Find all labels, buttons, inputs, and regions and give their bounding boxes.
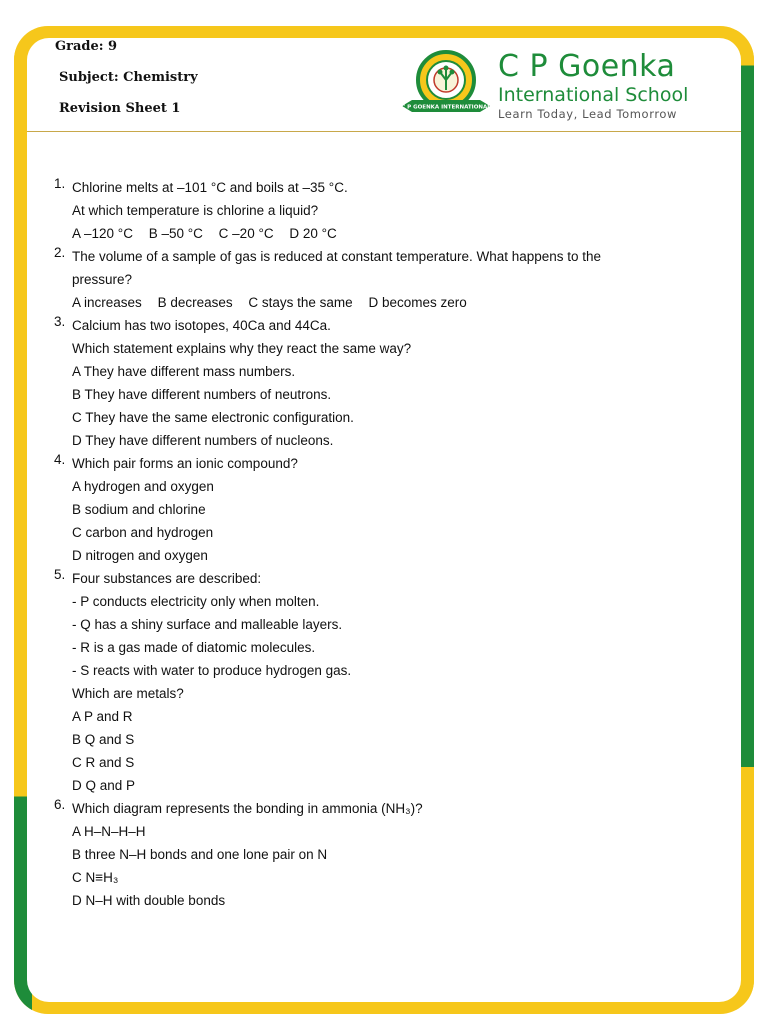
question-6 [54,797,694,912]
question-text: At which temperature is chlorine a liquid? [72,203,319,218]
question-text: Which pair forms an ionic compound? [72,456,298,471]
header-divider [27,131,741,132]
option-b: B –50 °C [148,226,203,241]
question-number: 2. [54,245,66,260]
school-emblem-icon [400,50,492,120]
sheet-info [55,38,198,131]
option-c: C R and S [72,755,135,770]
question-list [54,176,694,912]
option-a: A H–N–H–H [72,824,146,839]
question-1 [54,176,694,245]
option-d: D nitrogen and oxygen [72,548,208,563]
question-3 [54,314,694,452]
substance-description: - S reacts with water to produce hydrogen gas. [72,663,352,678]
substance-description: - P conducts electricity only when molten. [72,594,320,609]
option-c: C N≡H₃ [72,870,119,885]
option-a: A They have different mass numbers. [72,364,296,379]
option-c: C –20 °C [218,226,274,241]
grade-label: Grade: 9 [55,39,118,54]
question-number: 6. [54,797,66,812]
option-a: A increases [72,295,142,310]
option-b: B decreases [157,295,233,310]
question-text: The volume of a sample of gas is reduced at constant temperature. What happens to the [72,249,602,264]
option-c: C carbon and hydrogen [72,525,214,540]
substance-description: - Q has a shiny surface and malleable layers. [72,617,343,632]
answer-options [72,222,694,245]
question-text: Chlorine melts at –101 °C and boils at –35 °C. [72,180,348,195]
option-d: D Q and P [72,778,136,793]
question-2 [54,245,694,314]
substance-description: - R is a gas made of diatomic molecules. [72,640,316,655]
sheet-title: Revision Sheet 1 [59,101,181,116]
question-text: Which statement explains why they react the same way? [72,341,412,356]
option-d: D N–H with double bonds [72,893,226,908]
question-4 [54,452,694,567]
question-5 [54,567,694,797]
question-text: Calcium has two isotopes, 40Ca and 44Ca. [72,318,331,333]
option-d: D 20 °C [289,226,337,241]
question-number: 4. [54,452,66,467]
option-a: A –120 °C [72,226,133,241]
option-b: B three N–H bonds and one lone pair on N [72,847,328,862]
question-number: 1. [54,176,66,191]
question-text: Which diagram represents the bonding in ammonia (NH₃)? [72,801,423,816]
school-tagline: Learn Today, Lead Tomorrow [498,107,678,121]
option-d: D becomes zero [368,295,467,310]
school-name-line1: C P Goenka [498,49,676,84]
option-b: B sodium and chlorine [72,502,206,517]
subject-label: Subject: Chemistry [59,70,198,85]
option-a: A hydrogen and oxygen [72,479,214,494]
school-logo-text [498,50,688,121]
answer-options [72,291,694,314]
question-number: 3. [54,314,66,329]
question-number: 5. [54,567,66,582]
option-b: B Q and S [72,732,135,747]
option-c: C They have the same electronic configuration. [72,410,354,425]
option-a: A P and R [72,709,133,724]
emblem-ribbon-text: C P GOENKA INTERNATIONAL [401,104,491,111]
option-d: D They have different numbers of nucleons. [72,433,334,448]
question-text: pressure? [72,272,133,287]
option-b: B They have different numbers of neutrons. [72,387,332,402]
option-c: C stays the same [248,295,353,310]
question-text: Which are metals? [72,686,184,701]
school-name-line2: International School [498,84,689,106]
question-text: Four substances are described: [72,571,262,586]
